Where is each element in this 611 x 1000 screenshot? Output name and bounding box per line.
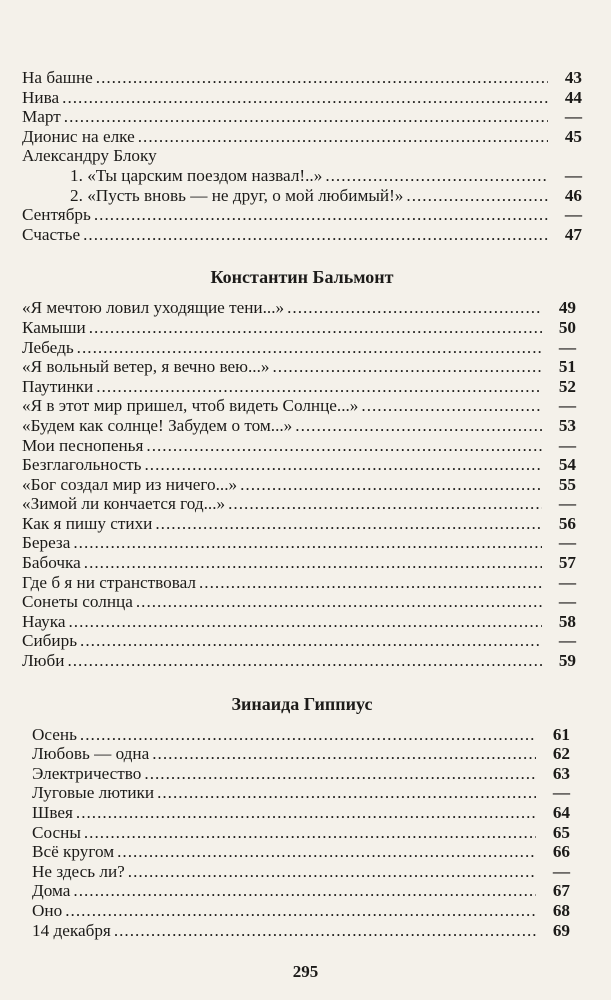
entry-title: Береза (22, 533, 71, 553)
entry-page-number: 67 (552, 881, 570, 901)
entry-title: Наука (22, 611, 66, 631)
entry-title: Бабочка (22, 553, 81, 573)
entry-page-number: — (558, 592, 576, 612)
entry-title: «Я мечтою ловил уходящие тени...» (22, 298, 285, 318)
toc-entry (22, 631, 576, 651)
entry-page-number: 66 (552, 842, 570, 862)
entry-page-number: 62 (552, 744, 570, 764)
dot-leader (83, 225, 548, 245)
toc-entry (22, 127, 582, 147)
entry-title: На башне (22, 68, 93, 87)
toc-entry (32, 823, 570, 843)
entry-page-number: 61 (552, 724, 570, 744)
dot-leader (146, 436, 542, 456)
entry-page-number: — (558, 435, 576, 455)
dot-leader (199, 573, 542, 593)
entry-page-number: 59 (558, 651, 576, 671)
dot-leader (272, 357, 542, 377)
entry-title: Мои песнопенья (22, 435, 144, 455)
toc-entry (22, 475, 576, 495)
toc-entry (22, 377, 576, 397)
toc-entry (22, 68, 582, 88)
entry-page-number: 54 (558, 455, 576, 475)
entry-title: Осень (32, 724, 77, 744)
entry-page-number: 65 (552, 822, 570, 842)
entry-title: Александру Блоку (22, 146, 157, 166)
entry-title: 1. «Ты царским поездом назвал!..» (70, 165, 323, 185)
section-heading: Константин Бальмонт (210, 267, 394, 288)
dot-leader (96, 68, 548, 88)
entry-title: Люби (22, 651, 65, 671)
toc-entries (22, 68, 582, 244)
entry-page-number: — (558, 572, 576, 592)
toc-entry (32, 901, 570, 921)
entry-title: Счастье (22, 224, 81, 244)
entry-title: Сонеты солнца (22, 592, 133, 612)
toc-entry (22, 225, 582, 245)
dot-leader (361, 396, 542, 416)
entry-page-number: 52 (558, 376, 576, 396)
toc-entry (22, 186, 582, 206)
entry-title: Безглагольность (22, 455, 142, 475)
entry-page-number: 58 (558, 611, 576, 631)
entry-page-number: — (564, 205, 582, 225)
entry-page-number: 63 (552, 763, 570, 783)
toc-entry (22, 146, 582, 166)
toc-entry (22, 318, 576, 338)
entry-title: «Зимой ли кончается год...» (22, 494, 226, 514)
dot-leader (325, 166, 548, 186)
dot-leader (406, 186, 548, 206)
entry-page-number: — (564, 165, 582, 185)
toc-entry (32, 764, 570, 784)
toc-entry (22, 298, 576, 318)
dot-leader (77, 338, 542, 358)
entry-page-number: — (558, 631, 576, 651)
entry-title: Как я пишу стихи (22, 513, 153, 533)
dot-leader (84, 553, 542, 573)
entry-title: Оно (32, 900, 63, 920)
dot-leader (240, 475, 542, 495)
entry-page-number: — (558, 337, 576, 357)
dot-leader (62, 88, 548, 108)
dot-leader (117, 842, 536, 862)
toc-entry (22, 205, 582, 225)
entry-page-number: 57 (558, 553, 576, 573)
dot-leader (155, 514, 542, 534)
dot-leader (114, 921, 536, 941)
table-of-contents (22, 68, 582, 940)
toc-entry (32, 803, 570, 823)
entry-title: «Я вольный ветер, я вечно вею...» (22, 357, 270, 377)
toc-entry (32, 783, 570, 803)
dot-leader (65, 901, 536, 921)
toc-entry (32, 862, 570, 882)
entry-page-number: 55 (558, 474, 576, 494)
entry-title: Электричество (32, 763, 142, 783)
dot-leader (96, 377, 542, 397)
dot-leader (287, 298, 542, 318)
dot-leader (144, 455, 542, 475)
dot-leader (73, 533, 542, 553)
entry-page-number: — (552, 861, 570, 881)
entry-title: Любовь — одна (32, 744, 150, 764)
entry-title: Паутинки (22, 376, 94, 396)
entry-page-number: 51 (558, 357, 576, 377)
toc-section-continued (22, 68, 582, 244)
entry-title: «Бог создал мир из ничего...» (22, 474, 238, 494)
entry-page-number: 46 (564, 185, 582, 205)
entry-title: Луговые лютики (32, 783, 155, 803)
entry-page-number: 69 (552, 920, 570, 940)
entry-title: Дома (32, 881, 71, 901)
page-number: 295 (292, 962, 319, 981)
entry-page-number: — (558, 533, 576, 553)
entry-title: «Будем как солнце! Забудем о том...» (22, 415, 293, 435)
dot-leader (152, 744, 536, 764)
toc-entry (32, 744, 570, 764)
toc-entry (22, 88, 582, 108)
entry-page-number: 68 (552, 900, 570, 920)
toc-entry (22, 612, 576, 632)
entry-title: Март (22, 107, 61, 127)
entry-page-number: 45 (564, 126, 582, 146)
toc-entry (22, 416, 576, 436)
entry-page-number: 47 (564, 224, 582, 244)
dot-leader (157, 783, 536, 803)
entry-title: Сентябрь (22, 205, 91, 225)
toc-entry (22, 107, 582, 127)
entry-title: Не здесь ли? (32, 861, 125, 881)
toc-entry (32, 725, 570, 745)
toc-entry (22, 651, 576, 671)
entry-title: 14 декабря (32, 920, 111, 940)
dot-leader (295, 416, 542, 436)
toc-entry (22, 455, 576, 475)
dot-leader (84, 823, 536, 843)
entry-page-number: 64 (552, 803, 570, 822)
dot-leader (73, 881, 536, 901)
entry-page-number: 49 (558, 298, 576, 318)
section-heading: Зинаида Гиппиус (231, 693, 373, 714)
toc-entry (22, 436, 576, 456)
toc-entry (22, 514, 576, 534)
dot-leader (64, 107, 548, 127)
entry-title: Всё кругом (32, 842, 115, 862)
entry-title: «Я в этот мир пришел, чтоб видеть Солнце...» (22, 396, 359, 416)
dot-leader (80, 725, 536, 745)
entry-page-number: 50 (558, 317, 576, 337)
dot-leader (80, 631, 542, 651)
entry-page-number: — (552, 783, 570, 803)
dot-leader (128, 862, 536, 882)
entry-page-number: — (558, 494, 576, 514)
dot-leader (76, 803, 536, 823)
entry-title: Дионис на елке (22, 126, 135, 146)
toc-entry (22, 396, 576, 416)
toc-entry (22, 592, 576, 612)
dot-leader (89, 318, 542, 338)
dot-leader (136, 592, 542, 612)
entry-page-number: — (564, 107, 582, 127)
toc-entries (22, 298, 582, 670)
entry-title: Швея (32, 803, 73, 822)
entry-page-number: 53 (558, 415, 576, 435)
toc-section-balmont (22, 264, 582, 670)
toc-entry (32, 842, 570, 862)
dot-leader (144, 764, 536, 784)
entry-title: Нива (22, 87, 60, 107)
entry-title: Сосны (32, 822, 81, 842)
dot-leader (68, 612, 542, 632)
entry-title: Лебедь (22, 337, 74, 357)
entry-title: 2. «Пусть вновь — не друг, о мой любимый!» (70, 185, 404, 205)
toc-entries (22, 725, 582, 941)
toc-entry (22, 573, 576, 593)
toc-entry (32, 881, 570, 901)
toc-entry (22, 494, 576, 514)
toc-entry (22, 533, 576, 553)
entry-page-number: — (558, 396, 576, 416)
toc-entry (22, 357, 576, 377)
toc-entry (32, 921, 570, 941)
entry-page-number: 44 (564, 87, 582, 107)
entry-title: Сибирь (22, 631, 78, 651)
toc-entry (22, 166, 582, 186)
toc-section-gippius (22, 691, 582, 941)
toc-entry (22, 553, 576, 573)
entry-title: Камыши (22, 317, 86, 337)
toc-entry (22, 338, 576, 358)
entry-title: Где б я ни странствовал (22, 572, 196, 592)
entry-page-number: 43 (564, 68, 582, 87)
dot-leader (138, 127, 548, 147)
dot-leader (67, 651, 542, 671)
entry-page-number: 56 (558, 513, 576, 533)
dot-leader (94, 205, 548, 225)
dot-leader (228, 494, 542, 514)
